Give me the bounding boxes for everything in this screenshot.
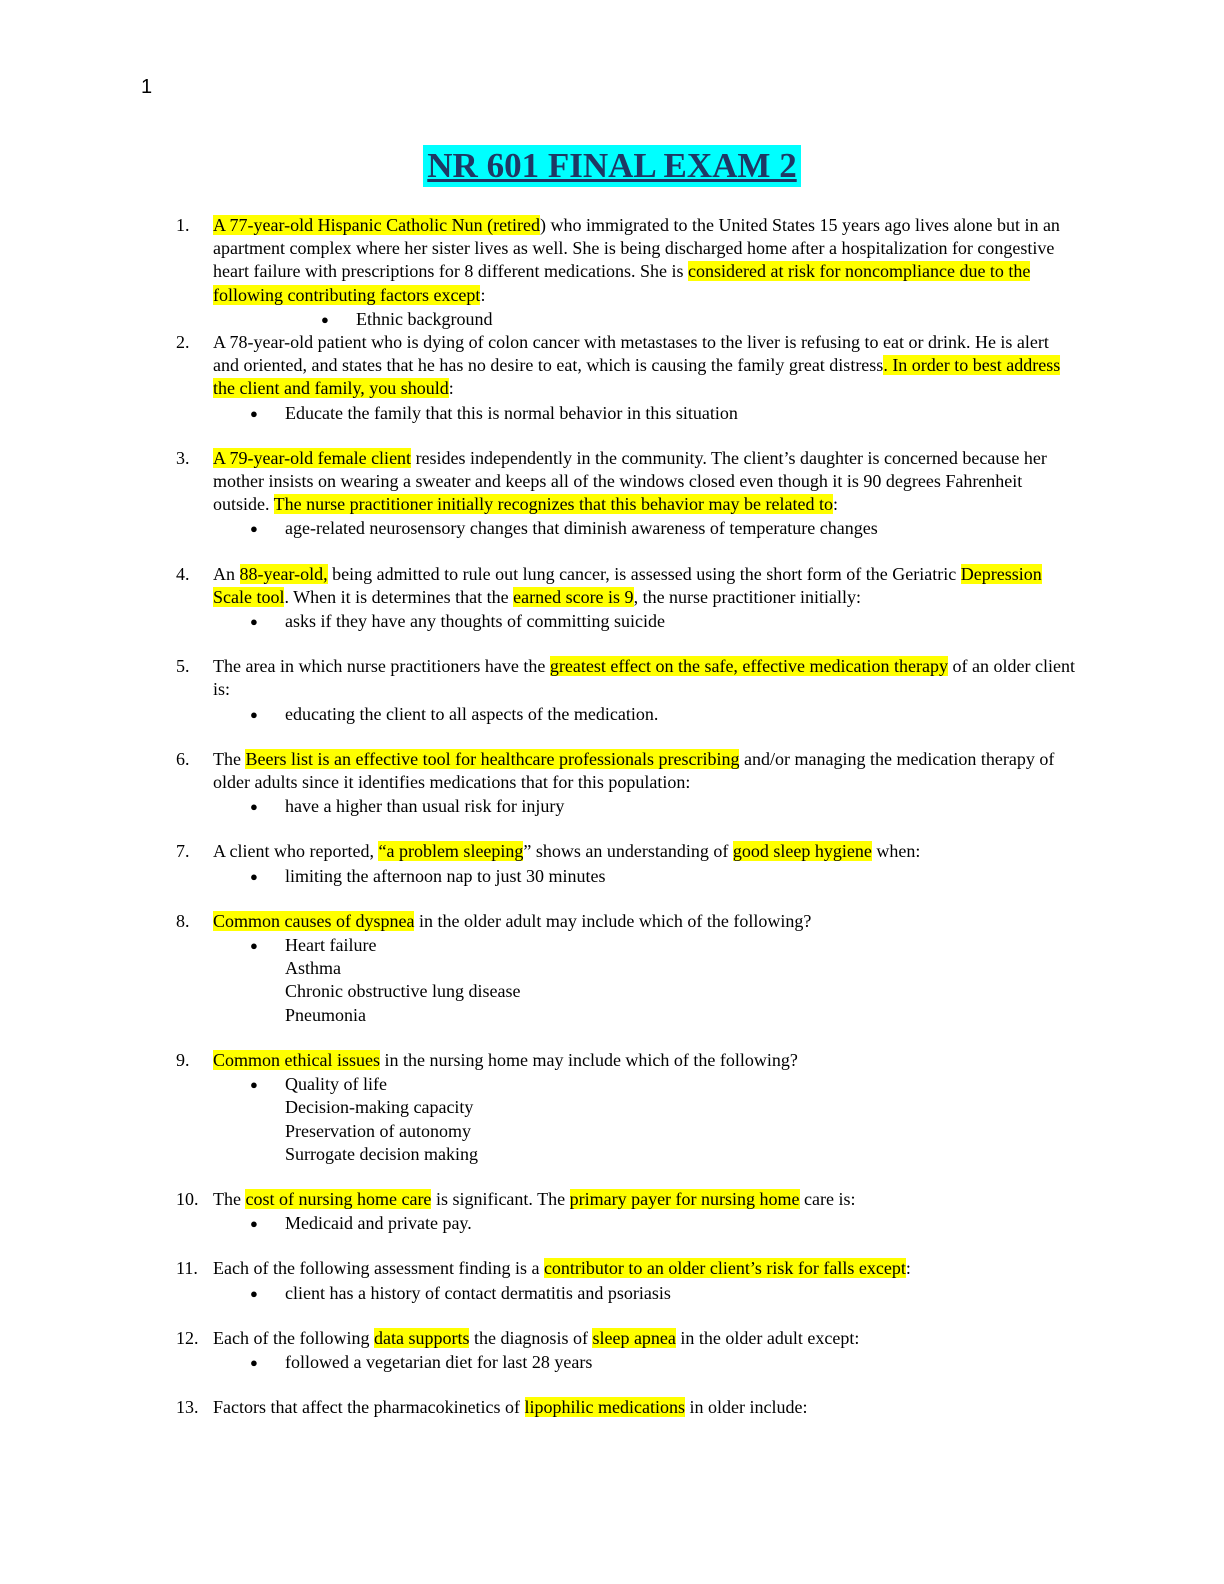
question-9 [176,1049,1076,1166]
question-list [176,214,1076,1419]
answer-text: Chronic obstructive lung disease [285,981,521,1002]
answer-list [213,795,1076,818]
bullet-icon: ● [250,868,258,884]
question-text [213,1396,1076,1419]
answer-list [213,308,1076,331]
answer-text: asks if they have any thoughts of committing suicide [285,611,665,632]
answer-item [213,865,1076,888]
text-run: when: [871,841,921,862]
bullet-icon: ● [250,1354,258,1370]
question-number: 5. [176,656,190,677]
highlight: lipophilic medications [524,1397,686,1418]
answer-item [213,1143,1076,1166]
question-number: 13. [176,1397,199,1418]
question-number: 4. [176,563,190,584]
answer-item [213,610,1076,633]
question-2 [176,331,1076,425]
text-run: in the older adult except: [675,1327,860,1348]
answer-item [213,1096,1076,1119]
highlight: Beers list is an effective tool for healthcare professionals prescribing [245,748,740,769]
question-text [213,1049,1076,1072]
text-run: care is: [799,1188,856,1209]
text-run: ” shows an understanding of [523,841,733,862]
answer-text: Preservation of autonomy [285,1120,471,1141]
text-run: being admitted to rule out lung cancer, is assessed using the short form of the Geriatric [327,563,961,584]
question-text [213,655,1076,701]
highlight: The nurse practitioner initially recognizes that this behavior may be related to [273,494,833,515]
highlight: Depression Scale tool [213,563,1042,607]
answer-item [213,703,1076,726]
bullet-icon: ● [321,311,329,327]
question-text [213,331,1076,401]
answer-item [213,308,1076,331]
text-run: . When it is determines that the [284,586,514,607]
text-run: of an older client is: [213,656,1075,700]
answer-text: Asthma [285,958,341,979]
answer-item [213,980,1076,1003]
answer-item [213,1073,1076,1096]
question-number: 6. [176,748,190,769]
question-number: 11. [176,1258,198,1279]
question-6 [176,748,1076,819]
highlight: primary payer for nursing home [569,1188,800,1209]
text-run: An [213,563,240,584]
text-run: Each of the following [213,1327,374,1348]
answer-item [213,934,1076,957]
question-text [213,214,1076,307]
text-run: : [905,1258,911,1279]
answer-list [213,1282,1076,1305]
answer-text: have a higher than usual risk for injury [285,796,565,817]
text-run: : [448,378,454,399]
bullet-icon: ● [250,706,258,722]
text-run: Factors that affect the pharmacokinetics of [213,1397,525,1418]
text-run: in the older adult may include which of the following? [414,910,812,931]
bullet-icon: ● [250,1077,258,1093]
text-run: in the nursing home may include which of the following? [379,1049,798,1070]
text-run: Each of the following assessment finding is a [213,1258,544,1279]
text-run: A 78-year-old patient who is dying of colon cancer with metastases to the liver is refusing to eat or drink. He is alert and oriented, and states that he has no desire to eat, which is causing the family great distress [213,332,1049,376]
answer-list [213,934,1076,1027]
highlight: earned score is 9 [513,586,634,607]
highlight: contributor to an older client’s risk for falls except [543,1258,906,1279]
answer-text: educating the client to all aspects of the medication. [285,703,659,724]
text-run: The area in which nurse practitioners have the [213,656,550,677]
answer-text: Medicaid and private pay. [285,1213,472,1234]
text-run: resides independently in the community. The client’s daughter is concerned because her mother insists on wearing a sweater and keeps all of the windows closed even though it is 90 degrees Fahrenheit outside. [213,447,1047,515]
bullet-icon: ● [250,521,258,537]
answer-item [213,1282,1076,1305]
highlight: 88-year-old, [239,563,328,584]
answer-list [213,402,1076,425]
highlight: “a problem sleeping [378,841,524,862]
answer-item [213,1351,1076,1374]
text-run: in older include: [685,1397,808,1418]
text-run: , the nurse practitioner initially: [633,586,861,607]
answer-item [213,1120,1076,1143]
answer-list [213,1073,1076,1166]
answer-text: Pneumonia [285,1004,366,1025]
answer-item [213,957,1076,980]
text-run: The [213,748,246,769]
document-title: NR 601 FINAL EXAM 2 [423,145,800,187]
highlight: A 79-year-old female client [213,447,412,468]
question-8 [176,910,1076,1027]
question-13 [176,1396,1076,1419]
highlight: A 77-year-old Hispanic Catholic Nun (retired [213,215,541,235]
text-run: is significant. The [431,1188,570,1209]
page-number: 1 [141,76,153,98]
highlight: cost of nursing home care [245,1188,432,1209]
question-5 [176,655,1076,726]
answer-text: followed a vegetarian diet for last 28 years [285,1351,593,1372]
bullet-icon: ● [250,799,258,815]
question-11 [176,1257,1076,1304]
bullet-icon: ● [250,1285,258,1301]
text-run: and/or managing the medication therapy of older adults since it identifies medications that for this population: [213,748,1055,793]
highlight: Common ethical issues [213,1049,380,1070]
question-number: 2. [176,332,190,353]
bullet-icon: ● [250,614,258,630]
answer-list [213,1212,1076,1235]
answer-item [213,1212,1076,1235]
question-text [213,840,1076,863]
text-run: : [832,494,838,515]
question-number: 8. [176,910,190,931]
answer-list [213,610,1076,633]
question-number: 7. [176,841,190,862]
answer-list [213,1351,1076,1374]
question-number: 3. [176,447,190,468]
answer-text: limiting the afternoon nap to just 30 minutes [285,865,606,886]
question-1 [176,214,1076,331]
answer-list [213,703,1076,726]
text-run: A client who reported, [213,841,379,862]
question-number: 10. [176,1188,199,1209]
highlight: good sleep hygiene [732,841,872,862]
text-run: : [480,284,486,305]
answer-text: Quality of life [285,1074,387,1095]
question-text [213,1257,1076,1280]
text-run: ) who immigrated to the United States 15 years ago lives alone but in an apartment complex where her sister lives as well. She is being discharged home after a hospitalization for congestive heart failure with prescriptions for 8 different medications. She is [213,215,1060,282]
answer-list [213,517,1076,540]
question-7 [176,840,1076,887]
question-number: 1. [176,215,190,235]
answer-text: Educate the family that this is normal behavior in this situation [285,402,738,423]
title-container [0,145,1224,187]
question-text [213,910,1076,933]
answer-text: age-related neurosensory changes that diminish awareness of temperature changes [285,518,878,539]
question-10 [176,1188,1076,1235]
answer-text: Ethnic background [356,308,493,329]
text-run: the diagnosis of [469,1327,593,1348]
answer-item [213,402,1076,425]
answer-text: Decision-making capacity [285,1097,474,1118]
question-text [213,1188,1076,1211]
highlight: . In order to best address the client and family, you should [213,355,1061,399]
question-text [213,748,1076,794]
highlight: data supports [373,1327,470,1348]
answer-item [213,517,1076,540]
answer-text: client has a history of contact dermatitis and psoriasis [285,1282,671,1303]
answer-list [213,865,1076,888]
text-run: The [213,1188,246,1209]
highlight: Common causes of dyspnea [213,910,415,931]
answer-item [213,1004,1076,1027]
question-text [213,1327,1076,1350]
answer-item [213,795,1076,818]
highlight: considered at risk for noncompliance due to the following contributing factors except [213,261,1031,305]
bullet-icon: ● [250,405,258,421]
question-number: 9. [176,1049,190,1070]
highlight: sleep apnea [592,1327,676,1348]
highlight: greatest effect on the safe, effective medication therapy [549,656,948,677]
bullet-icon: ● [250,1216,258,1232]
question-3 [176,447,1076,541]
question-number: 12. [176,1327,199,1348]
question-text [213,563,1076,609]
question-text [213,447,1076,517]
answer-text: Surrogate decision making [285,1143,478,1164]
question-12 [176,1327,1076,1374]
question-4 [176,563,1076,634]
answer-text: Heart failure [285,935,377,956]
bullet-icon: ● [250,938,258,954]
